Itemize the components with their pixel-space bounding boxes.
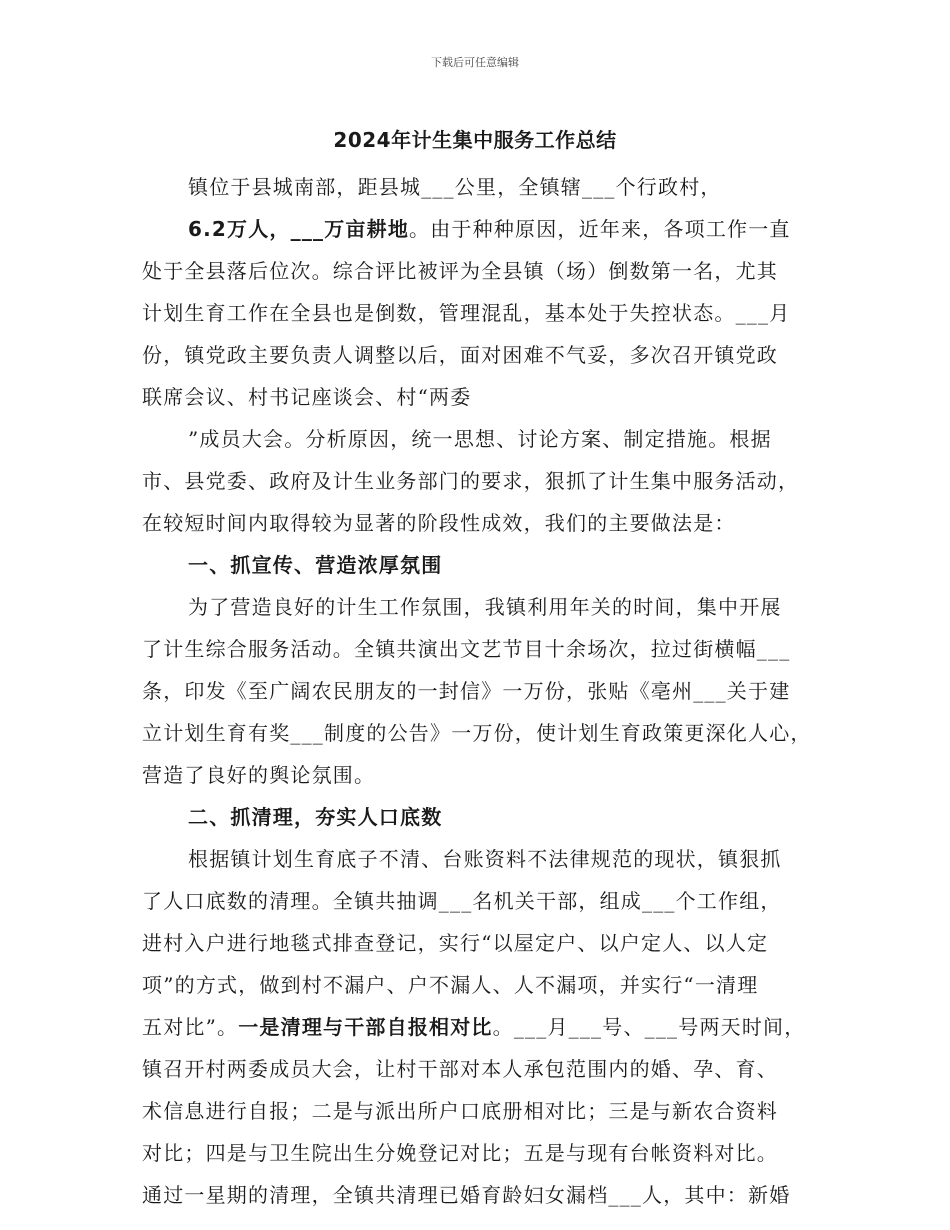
text-run: 了人口底数的清理。全镇共抽调___名机关干部，组成___个工作组，	[142, 889, 782, 913]
text-run: 条，印发《至广阔农民朋友的一封信》一万份，张贴《亳州___关于建	[142, 679, 791, 703]
text-run: 市、县党委、政府及计生业务部门的要求，狠抓了计生集中服务活动，	[142, 469, 800, 493]
body-text-line	[142, 502, 822, 544]
body-text-line	[142, 712, 822, 754]
bold-text: 6.2万人，___万亩耕地	[188, 217, 410, 241]
document-body	[142, 166, 822, 1216]
text-run: 计划生育工作在全县也是倒数，管理混乱，基本处于失控状态。___月	[142, 301, 791, 325]
body-text-line	[142, 670, 822, 712]
body-text-line	[142, 628, 822, 670]
body-text-line	[142, 460, 822, 502]
body-text-line	[142, 1006, 822, 1048]
body-text-line	[142, 1132, 822, 1174]
body-text-line	[142, 292, 822, 334]
body-text-line	[142, 1090, 822, 1132]
body-text-line	[142, 880, 822, 922]
text-run: 。___月___号、___号两天时间，	[492, 1015, 806, 1039]
header-note: 下载后可任意编辑	[431, 56, 519, 69]
text-run: 根据镇计划生育底子不清、台账资料不法律规范的现状，镇狠抓	[188, 847, 782, 871]
text-run: 项”的方式，做到村不漏户、户不漏人、人不漏项，并实行“一清理	[142, 973, 759, 997]
text-run: 立计划生育有奖___制度的公告》一万份，使计划生育政策更深化人心，	[142, 721, 812, 745]
body-text-line	[142, 1048, 822, 1090]
body-text-line	[142, 586, 822, 628]
body-text-line	[142, 1174, 822, 1216]
body-text-line	[142, 922, 822, 964]
body-text-line	[142, 250, 822, 292]
text-run: 在较短时间内取得较为显著的阶段性成效，我们的主要做法是：	[142, 511, 736, 535]
body-text-line	[142, 166, 822, 208]
text-run: 通过一星期的清理，全镇共清理已婚育龄妇女漏档___人，其中：新婚	[142, 1183, 791, 1207]
text-run: 五对比”。	[142, 1015, 239, 1039]
section-heading	[142, 796, 822, 838]
text-run: 营造了良好的舆论氛围。	[142, 763, 376, 787]
text-run: 镇召开村两委成员大会，让村干部对本人承包范围内的婚、孕、育、	[142, 1057, 778, 1081]
bold-text: 二、抓清理，夯实人口底数	[188, 805, 443, 829]
body-text-line	[142, 376, 822, 418]
text-run: ”成员大会。分析原因，统一思想、讨论方案、制定措施。根据	[188, 427, 772, 451]
text-run: 为了营造良好的计生工作氛围，我镇利用年关的时间，集中开展	[188, 595, 782, 619]
body-text-line	[142, 964, 822, 1006]
body-text-line	[142, 208, 822, 250]
text-run: 术信息进行自报；二是与派出所户口底册相对比；三是与新农合资料	[142, 1099, 778, 1123]
text-run: 份，镇党政主要负责人调整以后，面对困难不气妥，多次召开镇党政	[142, 343, 778, 367]
text-run: 联席会议、村书记座谈会、村“两委	[142, 385, 472, 409]
document-title: 2024年计生集中服务工作总结	[333, 128, 617, 152]
section-heading	[142, 544, 822, 586]
body-text-line	[142, 838, 822, 880]
body-text-line	[142, 334, 822, 376]
body-text-line	[142, 754, 822, 796]
text-run: 对比；四是与卫生院出生分娩登记对比；五是与现有台帐资料对比。	[142, 1141, 778, 1165]
text-run: 了计生综合服务活动。全镇共演出文艺节目十余场次，拉过街横幅___	[142, 637, 791, 661]
body-text-line	[142, 418, 822, 460]
text-run: 进村入户进行地毯式排查登记，实行“以屋定户、以户定人、以人定	[142, 931, 769, 955]
text-run: 镇位于县城南部，距县城___公里，全镇辖___个行政村，	[188, 175, 722, 199]
bold-text: 一、抓宣传、营造浓厚氛围	[188, 553, 443, 577]
text-run: 。由于种种原因，近年来，各项工作一直	[409, 217, 791, 241]
text-run: 处于全县落后位次。综合评比被评为全县镇（场）倒数第一名，尤其	[142, 259, 778, 283]
bold-text: 一是清理与干部自报相对比	[238, 1015, 493, 1039]
